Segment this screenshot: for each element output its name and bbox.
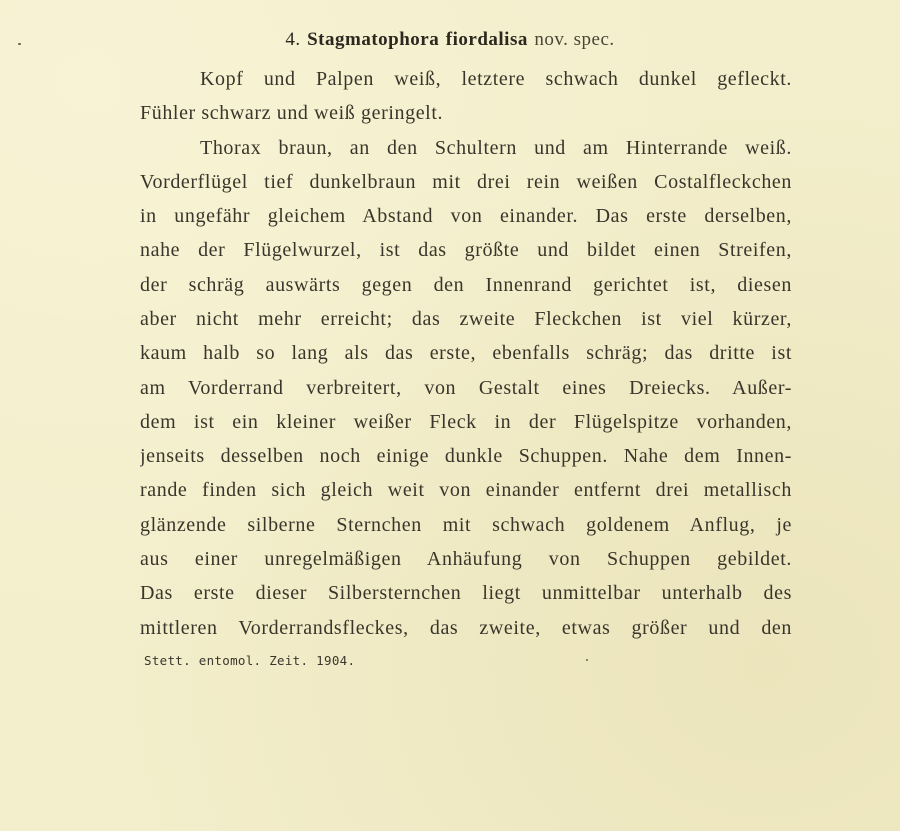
text-line: nahe der Flügelwurzel, ist das größte und bildet einen Streifen, <box>140 239 792 261</box>
species-heading <box>0 28 900 51</box>
text-line: aber nicht mehr erreicht; das zweite Fleckchen ist viel kürzer, <box>140 308 792 330</box>
text-line: aus einer unregelmäßigen Anhäufung von Schuppen gebildet. <box>140 548 792 570</box>
text-line: Thorax braun, an den Schultern und am Hinterrande weiß. <box>200 137 792 159</box>
text-line: Vorderflügel tief dunkelbraun mit drei rein weißen Costalfleckchen <box>140 171 792 193</box>
text-line: glänzende silberne Sternchen mit schwach goldenem Anflug, je <box>140 514 792 536</box>
page-footer: Stett. entomol. Zeit. 1904. <box>144 653 356 668</box>
text-line: Kopf und Palpen weiß, letztere schwach dunkel gefleckt. <box>200 68 792 90</box>
heading-status: nov. spec. <box>534 29 615 50</box>
text-line: rande finden sich gleich weit von einander entfernt drei metallisch <box>140 479 792 501</box>
text-line: der schräg auswärts gegen den Innenrand gerichtet ist, diesen <box>140 274 792 296</box>
heading-number: 4. <box>285 29 301 50</box>
text-line: Das erste dieser Silbersternchen liegt unmittelbar unterhalb des <box>140 582 792 604</box>
text-line: am Vorderrand verbreitert, von Gestalt eines Dreiecks. Außer- <box>140 377 792 399</box>
text-line: kaum halb so lang als das erste, ebenfalls schräg; das dritte ist <box>140 342 792 364</box>
heading-species: fiordalisa <box>445 29 528 50</box>
text-line: dem ist ein kleiner weißer Fleck in der Flügelspitze vorhanden, <box>140 411 792 433</box>
text-line: jenseits desselben noch einige dunkle Schuppen. Nahe dem Innen- <box>140 445 792 467</box>
text-line: mittleren Vorderrandsfleckes, das zweite, etwas größer und den <box>140 617 792 639</box>
text-line: Fühler schwarz und weiß geringelt. <box>140 102 444 124</box>
heading-genus: Stagmatophora <box>307 29 440 50</box>
text-line: in ungefähr gleichem Abstand von einander. Das erste derselben, <box>140 205 792 227</box>
scan-speck <box>586 659 588 661</box>
